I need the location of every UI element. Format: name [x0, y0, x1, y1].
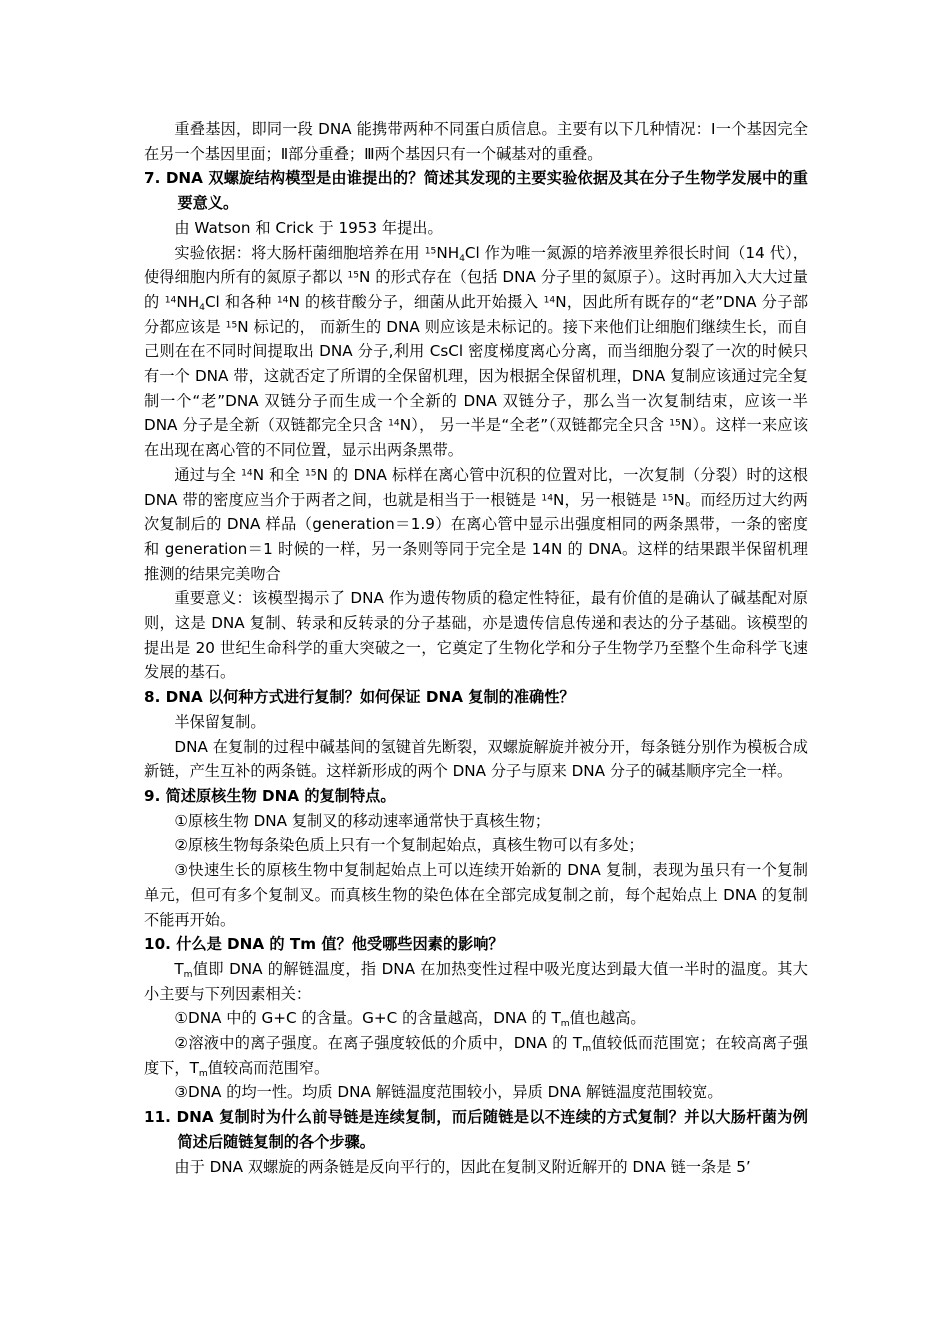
answer-paragraph [144, 586, 808, 685]
superscript-text: 14 [543, 295, 556, 306]
superscript-text: 15 [305, 468, 317, 479]
text-run: ②溶液中的离子强度。在离子强度较低的介质中，DNA 的 T [174, 1034, 583, 1053]
text-run: 值较低而范围宽；在较高离子强度下，T [144, 1034, 809, 1077]
text-run: 8. DNA 以何种方式进行复制？如何保证 DNA 复制的准确性？ [144, 688, 575, 707]
text-run: ①DNA 中的 G+C 的含量。G+C 的含量越高，DNA 的 T [174, 1009, 561, 1028]
subscript-text: m [582, 1044, 592, 1055]
text-run: 半保留复制。 [174, 712, 266, 731]
text-run: N 和全 [252, 465, 306, 484]
text-run: N）。这样一来应该在出现在离心管的不同位置，显示出两条黑带。 [144, 416, 809, 460]
answer-paragraph [144, 463, 808, 587]
text-run: Cl 和各种 [204, 292, 277, 311]
answer-paragraph [144, 710, 808, 735]
text-run: 重叠基因，即同一段 DNA 能携带两种不同蛋白质信息。主要有以下几种情况：Ⅰ一个基因完全在另一个基因里面；Ⅱ部分重叠；Ⅲ两个基因只有一个碱基对的重叠。 [144, 120, 808, 163]
superscript-text: 14 [541, 493, 553, 503]
text-run: N，另一根链是 [553, 490, 662, 509]
text-run: 9. 简述原核生物 DNA 的复制特点。 [144, 786, 396, 805]
answer-paragraph [144, 735, 808, 784]
answer-paragraph [144, 809, 808, 834]
text-run: 通过与全 [174, 465, 242, 484]
text-run: ③快速生长的原核生物中复制起始点上可以连续开始新的 DNA 复制，表现为虽只有一个复制单元，但可有多个复制叉。而真核生物的染色体在全部完成复制之前，每个起始点上 DNA 的复制不能再开始。 [144, 861, 808, 929]
text-run: 实验依据：将大肠杆菌细胞培养在用 [174, 243, 425, 262]
text-run: 值也越高。 [569, 1009, 646, 1028]
answer-paragraph [144, 1080, 808, 1105]
answer-paragraph [144, 957, 808, 1006]
question-heading [144, 166, 808, 215]
superscript-text: 14 [241, 468, 253, 479]
answer-paragraph [144, 858, 808, 932]
superscript-text: 15 [225, 320, 238, 331]
subscript-text: m [183, 970, 193, 981]
text-run: T [174, 959, 184, 978]
question-heading [144, 1105, 808, 1154]
answer-paragraph [144, 1155, 808, 1180]
text-run: N。而经历过大约两次复制后的 DNA 样品（generation＝1.9）在离心管中显示出强度相同的两条黑带，一条的密度和 generation＝1 时候的一样，另一条则等同于完全是 14N 的 DNA。这样的结果跟半保留机理推测的结果完美吻合 [144, 490, 808, 583]
superscript-text: 15 [669, 418, 681, 429]
subscript-text: m [560, 1019, 570, 1030]
text-run: N）， 另一半是“全老”（双链都完全只含 [399, 416, 670, 435]
text-run: ②原核生物每条染色质上只有一个复制起始点，真核生物可以有多处； [174, 836, 644, 855]
superscript-text: 14 [164, 295, 177, 306]
text-run: 值即 DNA 的解链温度，指 DNA 在加热变性过程中吸光度达到最大值一半时的温度。其大小主要与下列因素相关： [144, 959, 808, 1003]
subscript-text: 4 [459, 253, 465, 264]
text-run: ①原核生物 DNA 复制叉的移动速率通常快于真核生物； [174, 811, 551, 830]
answer-paragraph [144, 117, 808, 166]
superscript-text: 15 [661, 493, 674, 503]
text-run: Cl 作为唯一氮源的培养液里养很长时间（14 代），使得细胞内所有的氮原子都以 [144, 243, 808, 287]
subscript-text: m [198, 1068, 208, 1079]
text-run: 值较高而范围窄。 [207, 1058, 330, 1077]
answer-paragraph [144, 1006, 808, 1031]
question-heading [144, 784, 808, 809]
text-run: N 的核苷酸分子，细菌从此开始摄入 [288, 292, 544, 311]
answer-paragraph [144, 833, 808, 858]
text-run: NH [436, 243, 460, 262]
text-run: 10. 什么是 DNA 的 Tm 值？他受哪些因素的影响？ [144, 935, 504, 954]
answer-paragraph [144, 216, 808, 241]
text-run: 7. DNA 双螺旋结构模型是由谁提出的？简述其发现的主要实验依据及其在分子生物学发展中的重要意义。 [144, 169, 808, 213]
text-run: 由 Watson 和 Crick 于 1953 年提出。 [174, 218, 443, 237]
superscript-text: 15 [424, 245, 437, 256]
text-run: NH [176, 292, 200, 311]
text-run: 重要意义：该模型揭示了 DNA 作为遗传物质的稳定性特征，最有价值的是确认了碱基配对原则，这是 DNA 复制、转录和反转录的分子基础，亦是遗传信息传递和表达的分子基础。该模型的提出是 20 世纪生命科学的重大突破之一，它奠定了生物化学和分子生物学乃至整个生命科学飞速发展的基石。 [144, 589, 808, 682]
question-heading [144, 685, 808, 710]
text-run: N 的形式存在（包括 DNA 分子里的氮原子）。这时再加入大大过量的 [144, 268, 808, 311]
superscript-text: 14 [388, 418, 400, 429]
answer-paragraph [144, 241, 808, 463]
superscript-text: 15 [347, 270, 360, 281]
text-run: N 标记的， 而新生的 DNA 则应该是未标记的。接下来他们让细胞们继续生长，而自己则在在不同时间提取出 DNA 分子,利用 CsCl 密度梯度离心分离，而当细胞分裂了一次的时候只有一个 DNA 带，这就否定了所谓的全保留机理，因为根据全保留机理，DNA 复制应该通过完全复制一个“老”DNA 双链分子而生成一个全新的 DNA 双链分子，那么当一次复制结束，应该一半 DNA 分子是全新（双链都完全只含 [144, 317, 808, 435]
document-page [144, 117, 808, 1179]
text-run: DNA 在复制的过程中碱基间的氢键首先断裂，双螺旋解旋并被分开，每条链分别作为模板合成新链，产生互补的两条链。这样新形成的两个 DNA 分子与原来 DNA 分子的碱基顺序完全一样。 [144, 737, 808, 781]
subscript-text: 4 [199, 303, 205, 314]
text-run: 11. DNA 复制时为什么前导链是连续复制，而后随链是以不连续的方式复制？并以大肠杆菌为例简述后随链复制的各个步骤。 [144, 1108, 808, 1151]
superscript-text: 14 [276, 295, 289, 306]
question-heading [144, 932, 808, 957]
answer-paragraph [144, 1031, 808, 1080]
text-run: N，因此所有既存的“老”DNA 分子部分都应该是 [144, 292, 809, 336]
text-run: N 的 DNA 标样在离心管中沉积的位置对比，一次复制（分裂）时的这根 DNA 带的密度应当介于两者之间，也就是相当于一根链是 [144, 465, 808, 509]
text-run: ③DNA 的均一性。均质 DNA 解链温度范围较小，异质 DNA 解链温度范围较宽。 [174, 1083, 723, 1102]
text-run: 由于 DNA 双螺旋的两条链是反向平行的，因此在复制叉附近解开的 DNA 链一条是 5’ [174, 1157, 751, 1176]
